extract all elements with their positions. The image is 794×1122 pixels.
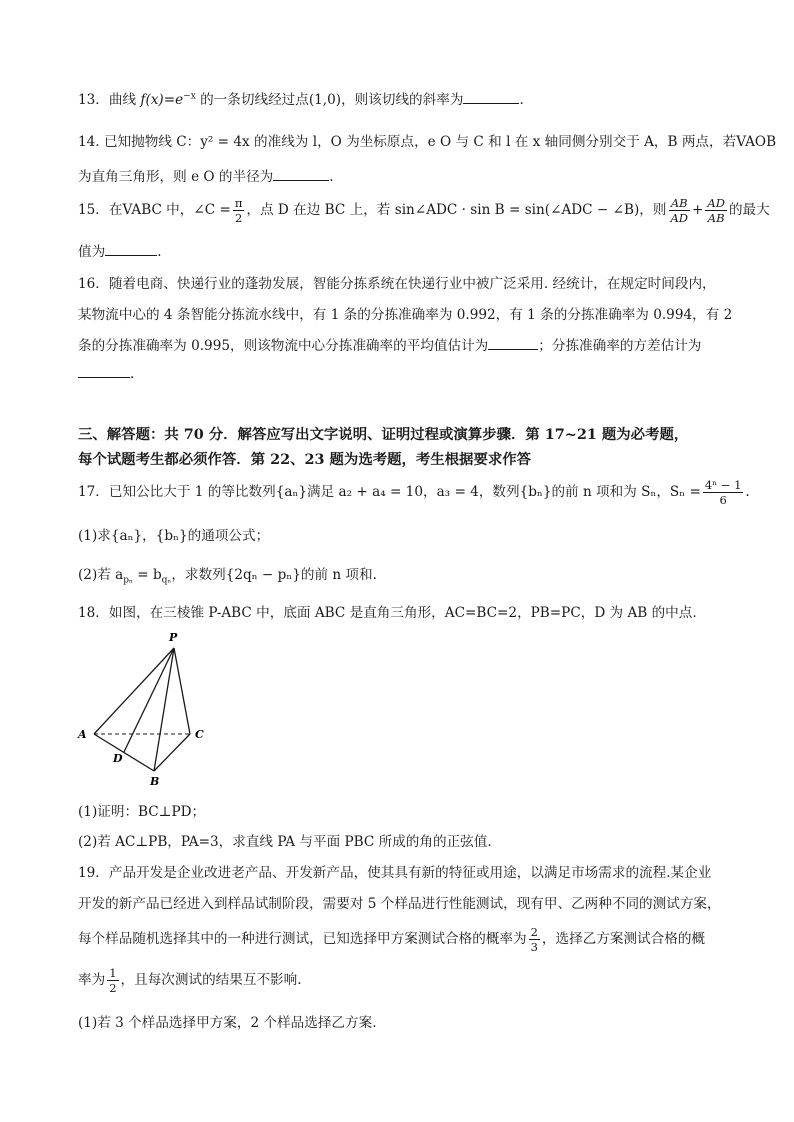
pyramid-figure [72, 628, 212, 788]
q16-line-2: 某物流中心的 4 条智能分拣流水线中，有 1 条的分拣准确率为 0.992，有 1 条的分拣准确率为 0.994，有 2 [78, 307, 733, 323]
q16-line-3-mid: ；分拣准确率的方差估计为 [538, 338, 702, 354]
label-b: B [150, 775, 160, 788]
q13-line [78, 88, 524, 108]
q15-f2-num: AD [707, 196, 725, 210]
label-c: C [195, 728, 204, 741]
q14-answer-blank [273, 168, 329, 181]
q19-prob-b-den: 2 [109, 981, 117, 995]
q16-line-1: 16．随着电商、快递行业的蓬勃发展，智能分拣系统在快递行业中被广泛采用. 经统计，在规定时间段内， [78, 276, 716, 292]
q15-prefix: 15．在VABC 中，∠C = [78, 202, 231, 218]
q19-line-1: 19．产品开发是企业改进老产品、开发新产品，使其具有新的特征或用途，以满足市场需求的流程.某企业 [78, 865, 712, 881]
q15-middle: ，点 D 在边 BC 上，若 sin∠ADC · sin B = sin(∠ADC − ∠B)，则 [246, 202, 667, 218]
q17-sn-num: 4ⁿ − 1 [704, 478, 742, 492]
q15-answer-blank [105, 243, 157, 256]
q17-part-1: (1)求{aₙ}，{bₙ}的通项公式； [78, 528, 270, 544]
q16-line-3 [78, 334, 701, 354]
q15-post: 的最大 [728, 202, 770, 218]
q16-mean-blank [488, 337, 538, 350]
q15-fraction-2 [705, 196, 727, 225]
q17-part-2-sub-1: pₙ [123, 575, 133, 586]
q16-line-4 [78, 365, 134, 382]
q13-middle: 的一条切线经过点 [195, 92, 309, 108]
q15-f2-den: AB [707, 211, 725, 225]
q17-part-2 [78, 563, 377, 586]
q15-plus: + [692, 202, 704, 218]
q17-part-2-pre: (2)若 a [78, 567, 124, 583]
q18-part-2: (2)若 AC⊥PB，PA=3，求直线 PA 与平面 PBC 所成的角的正弦值. [78, 834, 492, 850]
edge-pd [124, 648, 174, 752]
q19-prob-a-den: 3 [530, 940, 538, 954]
q13-answer-blank [463, 91, 519, 104]
section-3-heading-line-2: 每个试题考生都必须作答．第 22、23 题为选考题，考生根据要求作答 [78, 451, 532, 468]
q15-f1-num: AB [669, 196, 691, 211]
q14-line-2-text: 为直角三角形，则 e O 的半径为 [78, 169, 274, 185]
q15-fraction-1 [669, 196, 691, 225]
q16-end: . [130, 366, 135, 382]
q19-line-2: 开发的新产品已经进入到样品试制阶段，需要对 5 个样品进行性能测试，现有甲、乙两种不同的测试方案， [78, 896, 721, 912]
q17-part-2-mid: = b [132, 567, 162, 583]
q18-line-1: 18．如图，在三棱锥 P-ABC 中，底面 ABC 是直角三角形，AC=BC=2，PB=PC，D 为 AB 的中点. [78, 605, 697, 621]
q13-post: ，则该切线的斜率为 [341, 92, 464, 108]
q13-end: . [519, 92, 524, 108]
q13-function: f(x)=e [140, 92, 184, 108]
q16-variance-blank [78, 365, 130, 378]
q16-line-3-text: 条的分拣准确率为 0.995，则该物流中心分拣准确率的平均值估计为 [78, 338, 489, 354]
q17-sn-fraction [703, 478, 744, 507]
q15-line-2-text: 值为 [78, 244, 106, 260]
edge-ab [94, 734, 154, 771]
q17-line-1 [78, 478, 750, 507]
q15-f1-den: AD [670, 211, 689, 225]
q19-prob-a-fraction [529, 925, 540, 954]
label-p: P [169, 631, 178, 644]
q17-part-2-post: ，求数列{2qₙ − pₙ}的前 n 项和. [171, 567, 377, 583]
q19-line-3 [78, 925, 705, 954]
q15-angle-num: π [234, 196, 243, 210]
q18-part-1: (1)证明：BC⊥PD； [78, 804, 206, 820]
q19-line-3-text: 每个样品随机选择其中的一种进行测试，已知选择甲方案测试合格的概率为 [78, 931, 527, 947]
q17-part-2-sub-2: qₙ [161, 575, 172, 586]
q14-line-1: 14. 已知抛物线 C：y² = 4x 的准线为 l，O 为坐标原点，e O 与 C 和 l 在 x 轴同侧分别交于 A，B 两点，若VAOB [78, 134, 777, 150]
q15-angle-den: 2 [234, 211, 243, 225]
q17-line-1-end: . [745, 484, 750, 500]
label-d: D [113, 752, 123, 765]
label-a: A [78, 728, 87, 741]
edge-pc [174, 648, 190, 734]
q19-line-4-post: ，且每次测试的结果互不影响. [120, 972, 302, 988]
q15-angle-fraction [233, 196, 245, 225]
section-3-heading-line-1: 三、解答题：共 70 分．解答应写出文字说明、证明过程或演算步骤．第 17~21 题为必考题， [78, 426, 689, 443]
q19-prob-b-num: 1 [109, 966, 117, 980]
q13-prefix: 13．曲线 [78, 92, 141, 108]
q19-line-4-pre: 率为 [78, 972, 106, 988]
q17-sn-den: 6 [719, 493, 727, 507]
q19-line-3-post: ，选择乙方案测试合格的概 [541, 931, 706, 947]
q19-part-1: (1)若 3 个样品选择甲方案，2 个样品选择乙方案. [78, 1015, 377, 1031]
q14-end: . [329, 169, 334, 185]
q13-exponent: −x [183, 91, 196, 102]
q19-prob-a-num: 2 [530, 925, 538, 939]
q15-line-1 [78, 196, 770, 225]
q14-line-2 [78, 165, 334, 185]
q19-line-4 [78, 966, 302, 995]
q13-point: (1,0) [308, 92, 342, 108]
q17-line-1-text: 17．已知公比大于 1 的等比数列{aₙ}满足 a₂ + a₄ = 10，a₃ = 4，数列{bₙ}的前 n 项和为 Sₙ，Sₙ = [78, 484, 701, 500]
q15-end: . [157, 244, 162, 260]
q19-prob-b-fraction [107, 966, 118, 995]
q15-line-2 [78, 240, 162, 260]
